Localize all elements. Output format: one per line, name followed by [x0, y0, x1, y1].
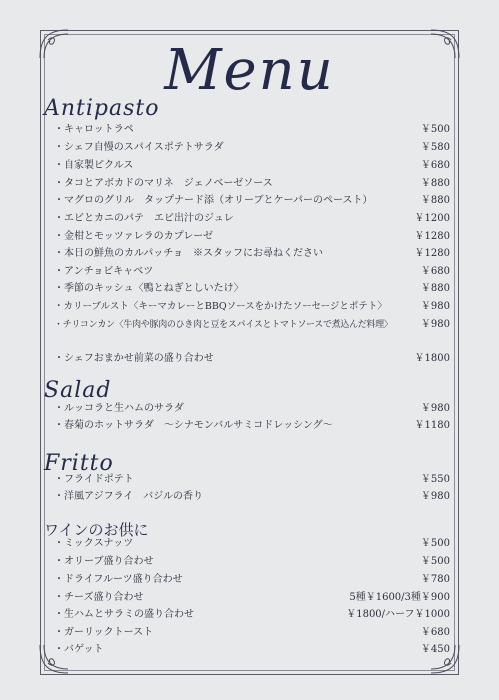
menu-item: ・キャロットラペ ￥500 — [54, 124, 450, 135]
menu-item: ・タコとアボカドのマリネ ジェノベーゼソース ￥880 — [54, 178, 450, 189]
menu-item: ・バゲット ￥450 — [54, 644, 450, 655]
menu-item: ・ルッコラと生ハムのサラダ ￥980 — [54, 403, 450, 414]
menu-item: ・洋風アジフライ バジルの香り ￥980 — [54, 491, 450, 502]
menu-title: Menu — [164, 38, 335, 103]
menu-item: ・カリーブルスト〈キーマカレーとBBQソースをかけたソーセージとポテト〉 ￥980 — [54, 301, 450, 312]
menu-item: ・フライドポテト ￥550 — [54, 474, 450, 485]
menu-item: ・ドライフルーツ盛り合わせ ￥780 — [54, 574, 450, 585]
menu-item: ・シェフ自慢のスパイスポテトサラダ ￥580 — [54, 142, 450, 153]
section-title-salad: Salad — [44, 378, 112, 403]
menu-item: ・ミックスナッツ ￥500 — [54, 538, 450, 549]
menu-item: ・生ハムとサラミの盛り合わせ ￥1800/ハーフ￥1000 — [54, 609, 450, 620]
menu-item: ・オリーブ盛り合わせ ￥500 — [54, 556, 450, 567]
menu-item: ・マグロのグリル タップナード添（オリーブとケーパーのペースト） ￥880 — [54, 195, 450, 206]
menu-item: ・本日の鮮魚のカルパッチョ ※スタッフにお尋ねください ￥1280 — [54, 248, 450, 259]
section-title-antipasto: Antipasto — [44, 96, 160, 121]
menu-item: ・金柑とモッツァレラのカプレーゼ ￥1280 — [54, 231, 450, 242]
menu-item: ・アンチョビキャベツ ￥680 — [54, 266, 450, 277]
menu-item: ・季節のキッシュ〈鴨とねぎとしいたけ〉 ￥880 — [54, 283, 450, 294]
section-title-fritto: Fritto — [44, 451, 114, 476]
menu-item: ・チリコンカン〈牛肉や豚肉のひき肉と豆をスパイスとトマトソースで煮込んだ料理〉 ￥980 — [54, 319, 450, 330]
menu-item: ・チーズ盛り合わせ 5種￥1600/3種￥900 — [54, 592, 450, 603]
menu-item: ・エビとカニのパテ エビ出汁のジュレ ￥1200 — [54, 213, 450, 224]
menu-item: ・ガーリックトースト ￥680 — [54, 627, 450, 638]
menu-item: ・自家製ピクルス ￥680 — [54, 160, 450, 171]
section-title-wine: ワインのお供に — [44, 521, 149, 539]
menu-item: ・シェフおまかせ前菜の盛り合わせ ￥1800 — [54, 353, 450, 364]
menu-item: ・春菊のホットサラダ 〜シナモンバルサミコドレッシング〜 ￥1180 — [54, 420, 450, 431]
